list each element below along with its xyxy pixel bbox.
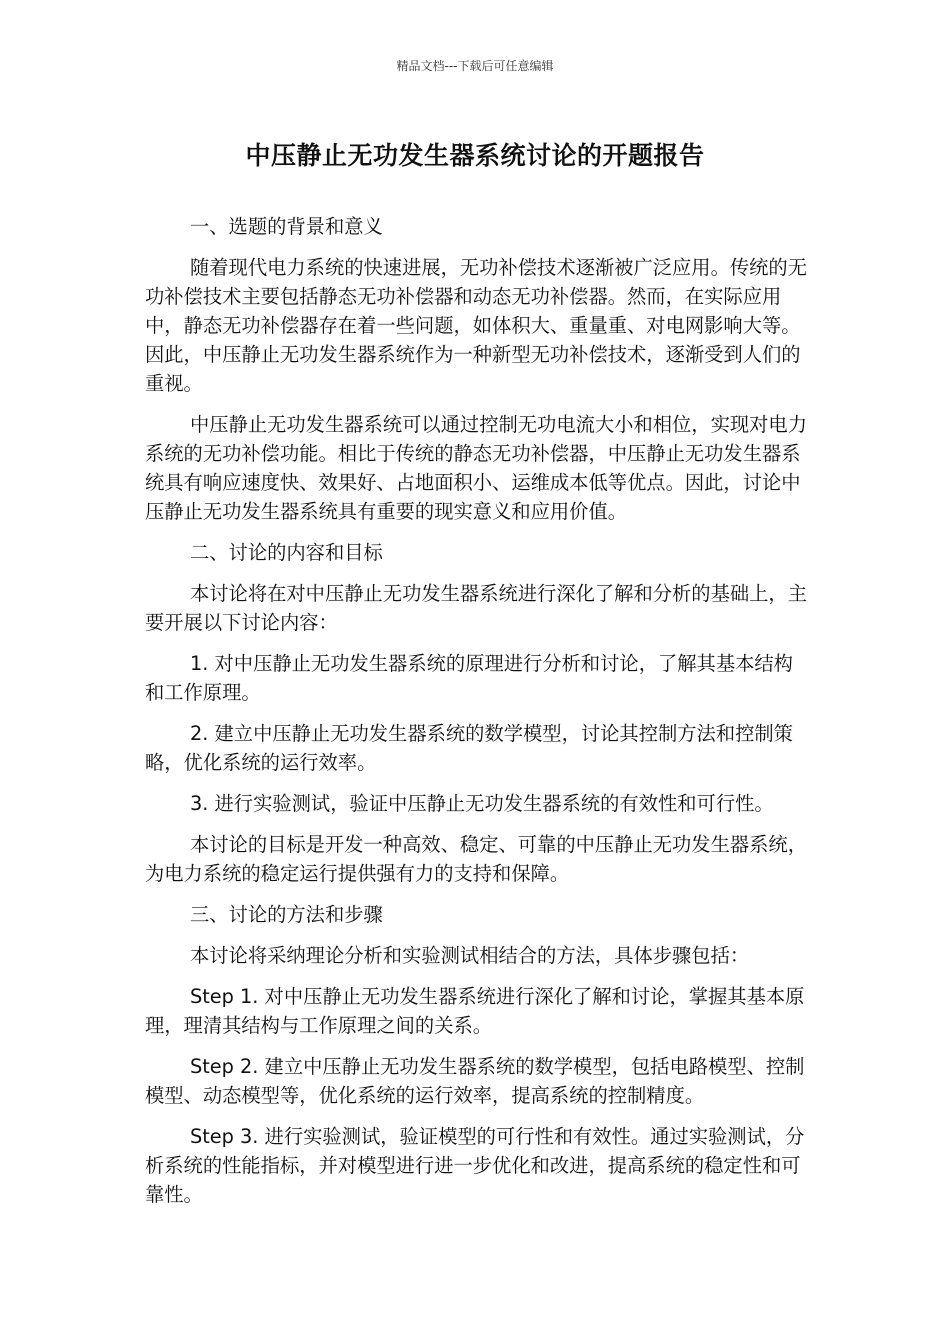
- paragraph-goals: 本讨论的目标是开发一种高效、稳定、可靠的中压静止无功发生器系统，为电力系统的稳定运行提供强有力的支持和保障。: [145, 833, 807, 885]
- method-step-2: Step 2. 建立中压静止无功发生器系统的数学模型，包括电路模型、控制模型、动态模型等，优化系统的运行效率，提高系统的控制精度。: [145, 1055, 805, 1107]
- paragraph-background-2: 中压静止无功发生器系统可以通过控制无功电流大小和相位，实现对电力系统的无功补偿功能。相比于传统的静态无功补偿器，中压静止无功发生器系统具有响应速度快、效果好、占地面积小、运维成本低等优点。因此，讨论中压静止无功发生器系统具有重要的现实意义和应用价值。: [145, 413, 807, 523]
- paragraph-content-intro: 本讨论将在对中压静止无功发生器系统进行深化了解和分析的基础上，主要开展以下讨论内容：: [145, 582, 807, 634]
- section-heading-methods: 三、讨论的方法和步骤: [190, 903, 383, 926]
- header-note: 精品文档---下载后可任意编辑: [396, 59, 554, 73]
- content-item-2: 2. 建立中压静止无功发生器系统的数学模型，讨论其控制方法和控制策略，优化系统的运行效率。: [145, 722, 793, 774]
- paragraph-methods-intro: 本讨论将采纳理论分析和实验测试相结合的方法，具体步骤包括：: [190, 944, 750, 967]
- content-item-1: 1. 对中压静止无功发生器系统的原理进行分析和讨论，了解其基本结构和工作原理。: [145, 652, 793, 704]
- document-title: 中压静止无功发生器系统讨论的开题报告: [245, 141, 705, 170]
- document-body: [145, 212, 810, 1221]
- section-heading-background: 一、选题的背景和意义: [190, 215, 383, 238]
- section-heading-content-goals: 二、讨论的内容和目标: [190, 541, 383, 564]
- method-step-3: Step 3. 进行实验测试，验证模型的可行性和有效性。通过实验测试，分析系统的性能指标，并对模型进行进一步优化和改进，提高系统的稳定性和可靠性。: [145, 1125, 805, 1206]
- paragraph-background-1: 随着现代电力系统的快速进展，无功补偿技术逐渐被广泛应用。传统的无功补偿技术主要包括静态无功补偿器和动态无功补偿器。然而，在实际应用中，静态无功补偿器存在着一些问题，如体积大、重量重、对电网影响大等。因此，中压静止无功发生器系统作为一种新型无功补偿技术，逐渐受到人们的重视。: [145, 256, 807, 395]
- method-step-1: Step 1. 对中压静止无功发生器系统进行深化了解和讨论，掌握其基本原理，理清其结构与工作原理之间的关系。: [145, 985, 805, 1037]
- content-item-3: 3. 进行实验测试，验证中压静止无功发生器系统的有效性和可行性。: [190, 792, 774, 815]
